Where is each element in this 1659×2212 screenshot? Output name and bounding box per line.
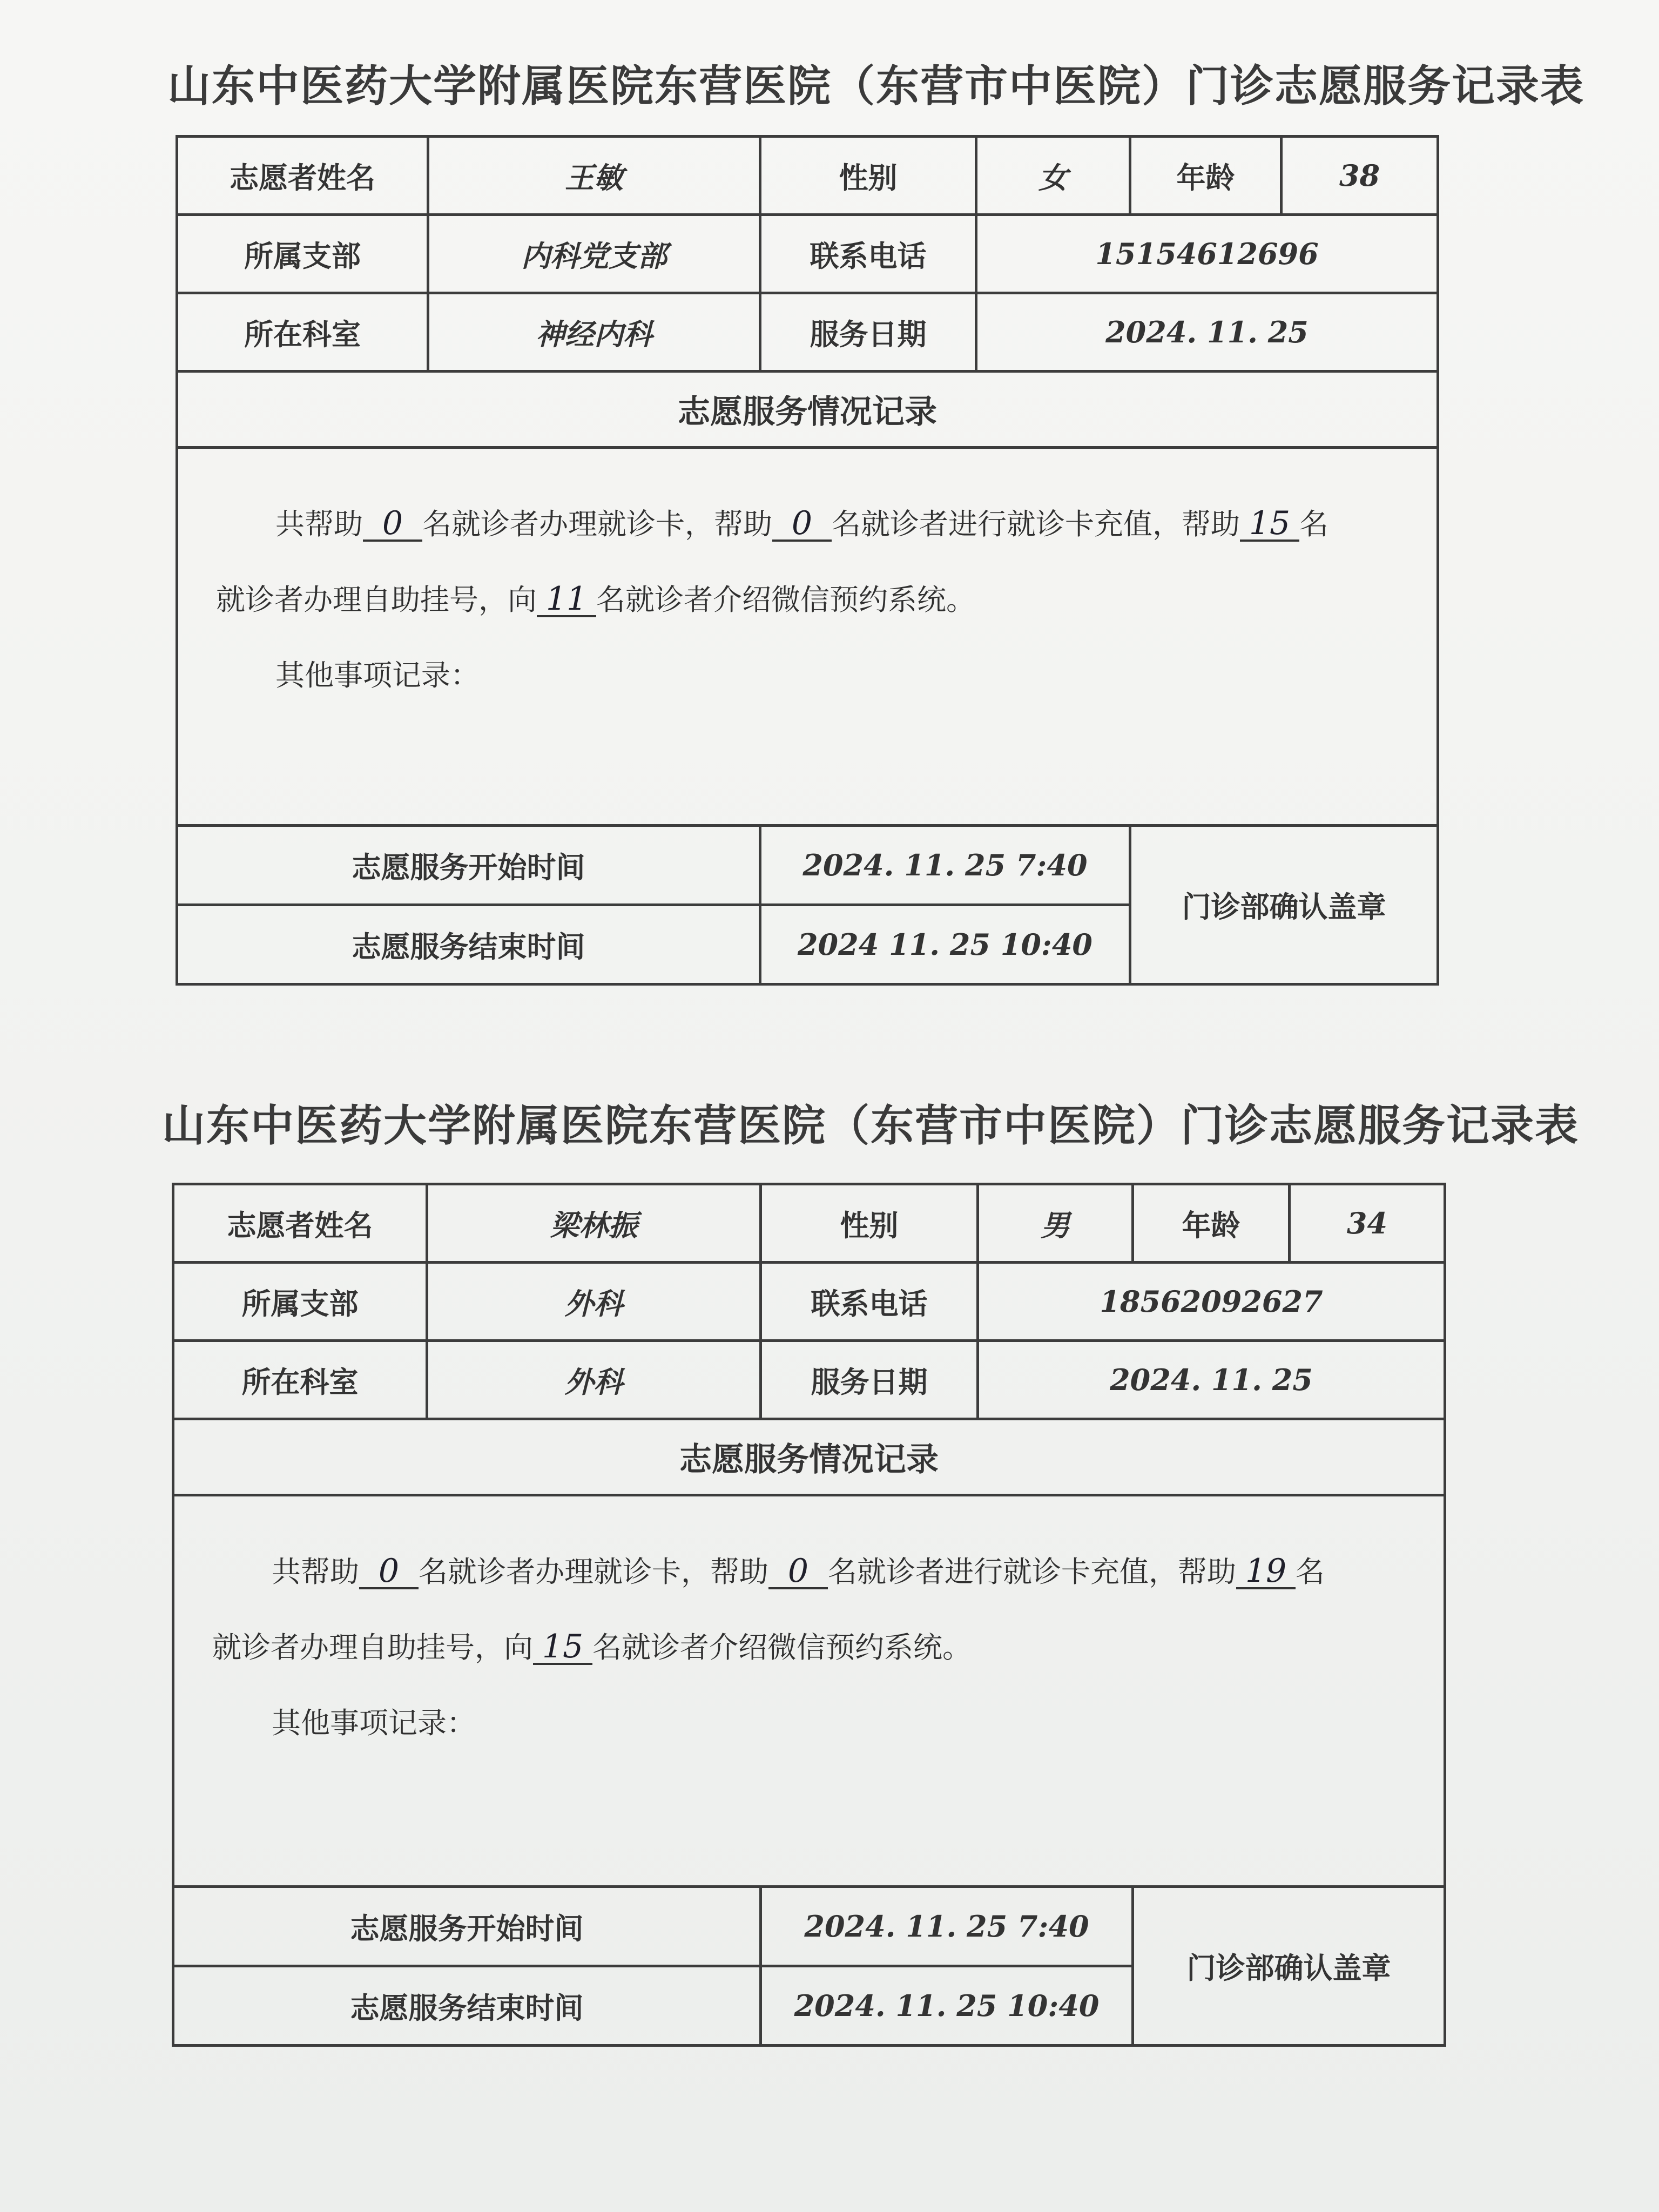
- age-value: 38: [1282, 137, 1438, 215]
- card-count-blank: 0: [359, 1555, 419, 1589]
- end-time-label: 志愿服务结束时间: [177, 905, 760, 984]
- record-table: [172, 1183, 1446, 2047]
- name-label: 志愿者姓名: [173, 1184, 427, 1263]
- gender-value: 男: [978, 1184, 1133, 1263]
- service-record-body: [177, 448, 1438, 826]
- department-value: 神经内科: [428, 293, 760, 372]
- service-summary-line-2: 就诊者办理自助挂号，向 15 名就诊者介绍微信预约系统。: [212, 1628, 972, 1665]
- gender-value: 女: [976, 137, 1130, 215]
- seal-label: 门诊部确认盖章: [1133, 1887, 1445, 2046]
- volunteer-record-form-2: [0, 1058, 1659, 2139]
- wechat-count-blank: 15: [533, 1630, 592, 1665]
- end-time-value: 2024 11. 25 10:40: [760, 905, 1130, 984]
- card-count-blank: 0: [363, 507, 422, 542]
- register-count-blank: 15: [1240, 507, 1299, 542]
- branch-value: 内科党支部: [428, 215, 760, 293]
- form-title: 山东中医药大学附属医院东营医院（东营市中医院）门诊志愿服务记录表: [167, 60, 1584, 111]
- branch-value: 外科: [427, 1263, 761, 1341]
- recharge-count-blank: 0: [768, 1555, 828, 1589]
- start-time-value: 2024. 11. 25 7:40: [761, 1887, 1133, 1966]
- section-title: 志愿服务情况记录: [173, 1419, 1445, 1495]
- service-record-body: [173, 1495, 1445, 1887]
- seal-label: 门诊部确认盖章: [1130, 826, 1438, 984]
- volunteer-record-form-1: [0, 0, 1659, 1080]
- branch-label: 所属支部: [177, 215, 428, 293]
- service-summary-line: 共帮助 0 名就诊者办理就诊卡，帮助 0 名就诊者进行就诊卡充值，帮助 19 名: [272, 1552, 1325, 1590]
- name-value: 王敏: [428, 137, 760, 215]
- department-label: 所在科室: [173, 1341, 427, 1419]
- department-label: 所在科室: [177, 293, 428, 372]
- age-label: 年龄: [1130, 137, 1282, 215]
- gender-label: 性别: [760, 137, 976, 215]
- register-count-blank: 19: [1236, 1555, 1296, 1589]
- name-value: 梁林振: [427, 1184, 761, 1263]
- recharge-count-blank: 0: [772, 507, 832, 542]
- gender-label: 性别: [761, 1184, 978, 1263]
- other-notes-label: 其他事项记录：: [275, 658, 480, 692]
- age-value: 34: [1290, 1184, 1445, 1263]
- end-time-value: 2024. 11. 25 10:40: [761, 1966, 1133, 2046]
- start-time-label: 志愿服务开始时间: [173, 1887, 761, 1966]
- phone-value: 15154612696: [976, 215, 1438, 293]
- service-summary-line-2: 就诊者办理自助挂号，向 11 名就诊者介绍微信预约系统。: [216, 580, 975, 618]
- department-value: 外科: [427, 1341, 761, 1419]
- service-date-label: 服务日期: [761, 1341, 978, 1419]
- start-time-value: 2024. 11. 25 7:40: [760, 826, 1130, 905]
- start-time-label: 志愿服务开始时间: [177, 826, 760, 905]
- name-label: 志愿者姓名: [177, 137, 428, 215]
- service-date-value: 2024. 11. 25: [976, 293, 1438, 372]
- phone-value: 18562092627: [978, 1263, 1445, 1341]
- phone-label: 联系电话: [761, 1263, 978, 1341]
- other-notes-label: 其他事项记录：: [272, 1706, 476, 1740]
- form-title: 山东中医药大学附属医院东营医院（东营市中医院）门诊志愿服务记录表: [162, 1100, 1579, 1151]
- service-summary-line: 共帮助 0 名就诊者办理就诊卡，帮助 0 名就诊者进行就诊卡充值，帮助 15 名: [275, 504, 1328, 542]
- service-date-label: 服务日期: [760, 293, 976, 372]
- section-title: 志愿服务情况记录: [177, 372, 1438, 448]
- branch-label: 所属支部: [173, 1263, 427, 1341]
- record-table: [176, 135, 1439, 986]
- end-time-label: 志愿服务结束时间: [173, 1966, 761, 2046]
- age-label: 年龄: [1133, 1184, 1290, 1263]
- phone-label: 联系电话: [760, 215, 976, 293]
- service-date-value: 2024. 11. 25: [978, 1341, 1445, 1419]
- wechat-count-blank: 11: [537, 583, 596, 617]
